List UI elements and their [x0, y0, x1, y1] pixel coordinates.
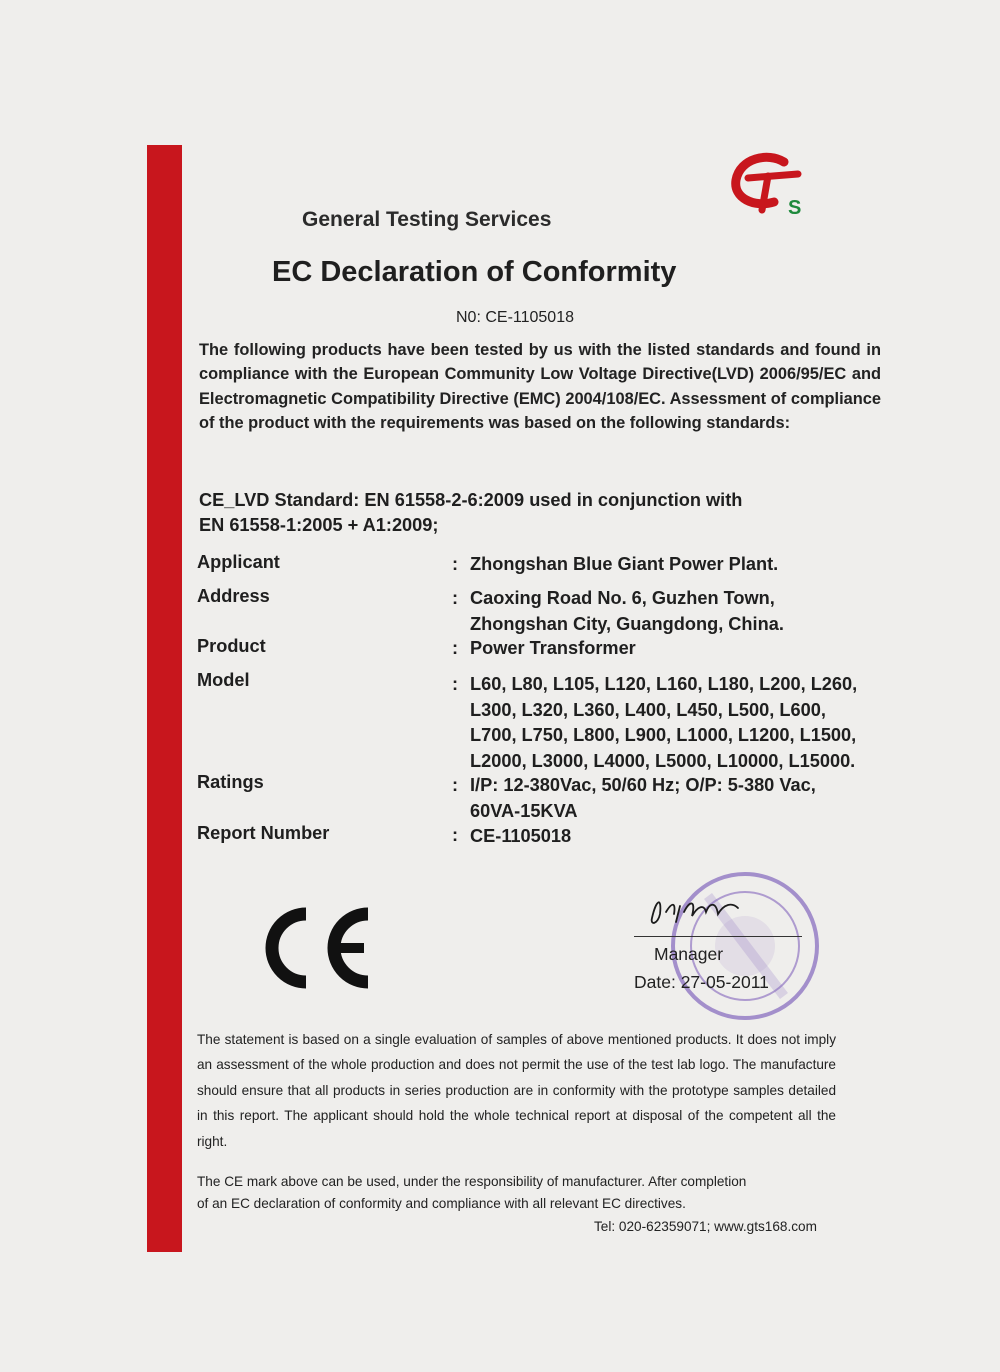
model-label: Model: [197, 670, 250, 690]
report-number-label: Report Number: [197, 823, 330, 843]
ce-note-line-2: of an EC declaration of conformity and compliance with all relevant EC directives.: [197, 1195, 686, 1211]
applicant-colon: :: [452, 554, 459, 574]
intro-paragraph: The following products have been tested by us with the listed standards and found in compliance with the European Community Low Voltage Directive(LVD) 2006/95/EC and Electromagnetic Compatibility Directive (EMC) 2004/108/EC. Assessment of compliance of the product with the requirements was based on the following standards:: [199, 341, 881, 433]
model-value: [470, 672, 900, 774]
product-colon: :: [452, 638, 459, 658]
address-label: Address: [197, 586, 270, 606]
standard-block: [199, 488, 899, 538]
manager-title: Manager: [654, 944, 724, 964]
address-line-2: Zhongshan City, Guangdong, China.: [470, 613, 784, 634]
ratings-line-2: 60VA-15KVA: [470, 800, 578, 821]
address-value: [470, 586, 900, 637]
ratings-label: Ratings: [197, 772, 264, 792]
address-line-1: Caoxing Road No. 6, Guzhen Town,: [470, 588, 775, 608]
model-line-4: L2000, L3000, L4000, L5000, L10000, L15000.: [470, 750, 856, 771]
document-number: N0: CE-1105018: [456, 309, 574, 326]
report-number-colon: :: [452, 825, 459, 845]
applicant-value: Zhongshan Blue Giant Power Plant.: [470, 554, 779, 574]
ce-note-line-1: The CE mark above can be used, under the responsibility of manufacturer. After completion: [197, 1174, 747, 1189]
product-value: Power Transformer: [470, 638, 636, 658]
gts-logo-icon: [728, 152, 808, 222]
signature-icon: [646, 892, 746, 928]
model-line-2: L300, L320, L360, L400, L450, L500, L600,: [470, 699, 826, 720]
model-colon: :: [452, 674, 459, 694]
company-name: General Testing Services: [302, 208, 552, 231]
address-colon: :: [452, 588, 459, 608]
standard-line-1: CE_LVD Standard: EN 61558-2-6:2009 used in conjunction with: [199, 490, 743, 510]
red-margin-bar: [147, 145, 182, 1252]
ce-mark-note: [197, 1171, 817, 1214]
ratings-line-1: I/P: 12-380Vac, 50/60 Hz; O/P: 5-380 Vac,: [470, 775, 816, 795]
issue-date: Date: 27-05-2011: [634, 972, 769, 992]
page-title: EC Declaration of Conformity: [272, 256, 677, 288]
product-label: Product: [197, 636, 266, 656]
model-line-1: L60, L80, L105, L120, L160, L180, L200, L260,: [470, 674, 858, 694]
report-number-value: CE-1105018: [470, 826, 572, 846]
signature-line: [634, 936, 802, 937]
ce-mark-icon: [258, 906, 376, 990]
contact-info: Tel: 020-62359071; www.gts168.com: [594, 1219, 817, 1234]
standard-line-2: EN 61558-1:2005 + A1:2009;: [199, 515, 439, 535]
statement-paragraph: The statement is based on a single evaluation of samples of above mentioned products. It does not imply an assessment of the whole production and does not permit the use of the test lab logo. The manufacture should ensure that all products in series production are in conformity with the prototype samples detailed in this report. The applicant should hold the whole technical report at disposal of the competent all the right.: [197, 1032, 836, 1149]
svg-text:S: S: [788, 197, 802, 219]
applicant-label: Applicant: [197, 552, 280, 572]
ratings-value: [470, 773, 900, 824]
model-line-3: L700, L750, L800, L900, L1000, L1200, L1500,: [470, 725, 857, 745]
ratings-colon: :: [452, 775, 459, 795]
